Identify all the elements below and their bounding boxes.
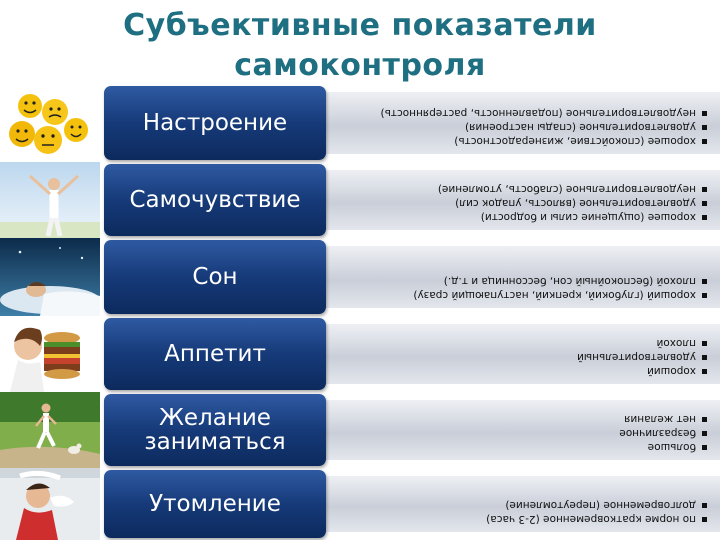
fatigue-bullets [332,478,708,530]
row-sleep [0,238,720,316]
label-mood: Настроение [104,86,326,160]
mood-bullets [332,94,708,152]
woman-jogging-image [0,392,100,468]
list-item: хорошее (спокойствие, жизнерадостность) [332,134,708,148]
row-appetite [0,316,720,392]
row-desire [0,392,720,468]
page-title-line2: самоконтроля [234,48,486,83]
desire-bullets [332,402,708,458]
list-item: долговременное (переутомление) [332,498,708,512]
label-wellbeing: Самочувствие [104,164,326,236]
row-mood [0,84,720,162]
list-item: хорошее (ощущение силы и бодрости) [332,210,708,224]
list-item: плохой [332,336,708,350]
label-fatigue: Утомление [104,470,326,538]
smiley-faces-image [0,84,100,162]
list-item: хороший [332,364,708,378]
list-item: удовлетворительное (спады настроения) [332,120,708,134]
list-item: плохой (беспокойный сон, бессонница и т.д.) [332,274,708,288]
sleep-bullets [332,248,708,306]
list-item: неудовлетворительное (подавленность, растерянность) [332,106,708,120]
list-item: неудовлетворительное (слабость, утомление) [332,182,708,196]
label-sleep: Сон [104,240,326,314]
appetite-bullets [332,326,708,382]
list-item: удовлетворительное (вялость, упадок сил) [332,196,708,210]
list-item: безразличное [332,426,708,440]
sleeping-person-image [0,238,100,316]
wellbeing-bullets [332,172,708,228]
tired-athlete-image [0,468,100,540]
label-desire: Желание заниматься [104,394,326,466]
page-title-line1: Субъективные показатели [123,8,597,43]
row-wellbeing [0,162,720,238]
page-title [60,6,660,86]
woman-burger-image [0,316,100,392]
woman-stretching-image [0,162,100,238]
label-appetite: Аппетит [104,318,326,390]
list-item: удовлетворительный [332,350,708,364]
list-item: хороший (глубокий, крепкий, наступающий сразу) [332,288,708,302]
list-item: большое [332,440,708,454]
list-item: нет желания [332,412,708,426]
row-fatigue [0,468,720,540]
list-item: по норме кратковременное (2-3 часа) [332,512,708,526]
